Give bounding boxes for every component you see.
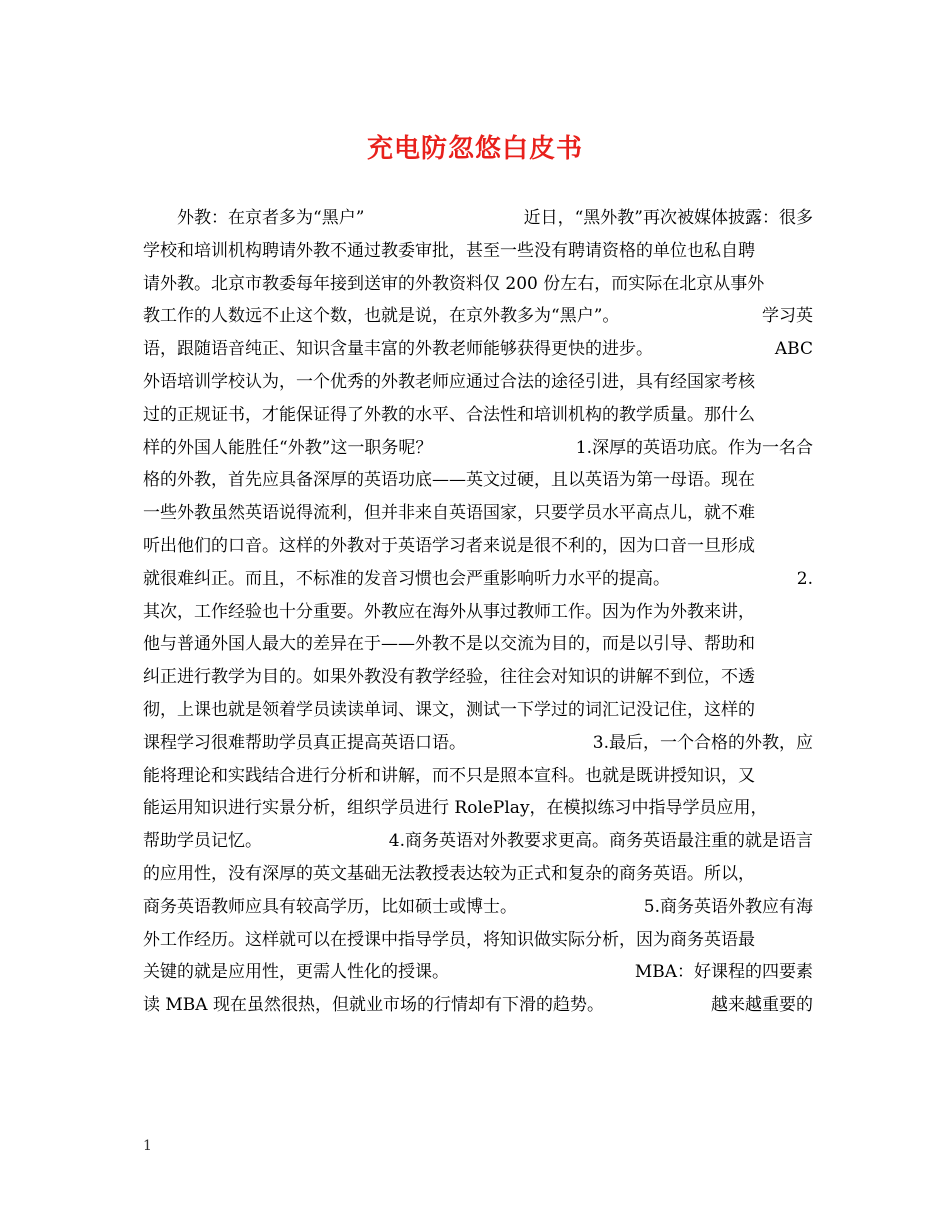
body-line bbox=[143, 989, 813, 1022]
body-text-segment: 学校和培训机构聘请外教不通过教委审批，甚至一些没有聘请资格的单位也私自聘 bbox=[143, 240, 755, 261]
body-text-segment: 3.最后，一个合格的外教，应 bbox=[592, 732, 813, 753]
body-line bbox=[143, 202, 813, 235]
body-text-segment: 就很难纠正。而且，不标准的发音习惯也会严重影响听力水平的提高。 bbox=[143, 568, 670, 589]
body-text-segment: 5.商务英语外教应有海 bbox=[643, 896, 813, 917]
body-line bbox=[143, 760, 813, 793]
page-number: 1 bbox=[143, 1138, 152, 1154]
body-line bbox=[143, 596, 813, 629]
body-text-segment: 4.商务英语对外教要求更高。商务英语最注重的就是语言 bbox=[388, 831, 813, 852]
body-line bbox=[143, 563, 813, 596]
body-text-segment: 2. bbox=[796, 568, 813, 589]
body-text-segment: 能运用知识进行实景分析，组织学员进行 RolePlay，在模拟练习中指导学员应用， bbox=[143, 798, 768, 819]
body-text-segment: 外语培训学校认为，一个优秀的外教老师应通过合法的途径引进，具有经国家考核 bbox=[143, 371, 755, 392]
body-line bbox=[143, 432, 813, 465]
body-text-segment: 语，跟随语音纯正、知识含量丰富的外教老师能够获得更快的进步。 bbox=[143, 339, 653, 360]
body-line bbox=[143, 399, 813, 432]
body-line bbox=[143, 300, 813, 333]
body-line bbox=[143, 268, 813, 301]
body-text-segment: 他与普通外国人最大的差异在于——外教不是以交流为目的，而是以引导、帮助和 bbox=[143, 634, 755, 655]
body-text-segment: 样的外国人能胜任“外教”这一职务呢？ bbox=[143, 437, 433, 458]
body-text-segment: 帮助学员记忆。 bbox=[143, 831, 262, 852]
body-line bbox=[143, 924, 813, 957]
body-text-segment: 近日，“黑外教”再次被媒体披露：很多 bbox=[523, 208, 813, 228]
body-line bbox=[143, 464, 813, 497]
body-line bbox=[143, 727, 813, 760]
body-text-segment: ABC bbox=[774, 339, 813, 360]
body-text-segment: 越来越重要的 bbox=[711, 995, 813, 1016]
body-text-segment: 1.深厚的英语功底。作为一名合 bbox=[575, 437, 813, 458]
body-line bbox=[143, 497, 813, 530]
body-text-segment: MBA：好课程的四要素 bbox=[634, 962, 813, 983]
body-line bbox=[143, 825, 813, 858]
body-line bbox=[143, 366, 813, 399]
body-text-segment: 过的正规证书，才能保证得了外教的水平、合法性和培训机构的教学质量。那什么 bbox=[143, 404, 755, 425]
body-line bbox=[143, 661, 813, 694]
body-line bbox=[143, 694, 813, 727]
document-body bbox=[143, 202, 813, 1022]
body-text-segment: 课程学习很难帮助学员真正提高英语口语。 bbox=[143, 732, 466, 753]
body-text-segment: 外工作经历。这样就可以在授课中指导学员，将知识做实际分析，因为商务英语最 bbox=[143, 929, 755, 950]
body-line bbox=[143, 792, 813, 825]
body-line bbox=[143, 628, 813, 661]
body-text-segment: 格的外教，首先应具备深厚的英语功底——英文过硬，且以英语为第一母语。现在 bbox=[143, 470, 755, 491]
body-line bbox=[143, 530, 813, 563]
body-text-segment: 能将理论和实践结合进行分析和讲解，而不只是照本宣科。也就是既讲授知识，又 bbox=[143, 765, 755, 786]
body-text-segment: 关键的就是应用性，更需人性化的授课。 bbox=[143, 962, 449, 983]
body-line bbox=[143, 333, 813, 366]
body-text-segment: 听出他们的口音。这样的外教对于英语学习者来说是很不利的，因为口音一旦形成 bbox=[143, 535, 755, 556]
body-line bbox=[143, 235, 813, 268]
body-line bbox=[143, 858, 813, 891]
body-text-segment: 请外教。北京市教委每年接到送审的外教资料仅 200 份左右，而实际在北京从事外 bbox=[143, 273, 765, 294]
body-text-segment: 商务英语教师应具有较高学历，比如硕士或博士。 bbox=[143, 896, 517, 917]
body-text-segment: 教工作的人数远不止这个数，也就是说，在京外教多为“黑户”。 bbox=[143, 306, 620, 327]
body-text-segment: 的应用性，没有深厚的英文基础无法教授表达较为正式和复杂的商务英语。所以， bbox=[143, 863, 755, 884]
body-line bbox=[143, 891, 813, 924]
body-line bbox=[143, 956, 813, 989]
body-text-segment: 其次，工作经验也十分重要。外教应在海外从事过教师工作。因为作为外教来讲， bbox=[143, 601, 755, 622]
document-title: 充电防忽悠白皮书 bbox=[366, 134, 583, 164]
body-text-segment: 一些外教虽然英语说得流利，但并非来自英语国家，只要学员水平高点儿，就不难 bbox=[143, 503, 755, 524]
body-text-segment: 外教：在京者多为“黑户” bbox=[177, 208, 365, 228]
body-text-segment: 学习英 bbox=[762, 306, 813, 327]
body-text-segment: 纠正进行教学为目的。如果外教没有教学经验，往往会对知识的讲解不到位，不透 bbox=[143, 667, 755, 688]
body-text-segment: 彻，上课也就是领着学员读读单词、课文，测试一下学过的词汇记没记住，这样的 bbox=[143, 699, 755, 720]
body-text-segment: 读 MBA 现在虽然很热，但就业市场的行情却有下滑的趋势。 bbox=[143, 995, 604, 1016]
